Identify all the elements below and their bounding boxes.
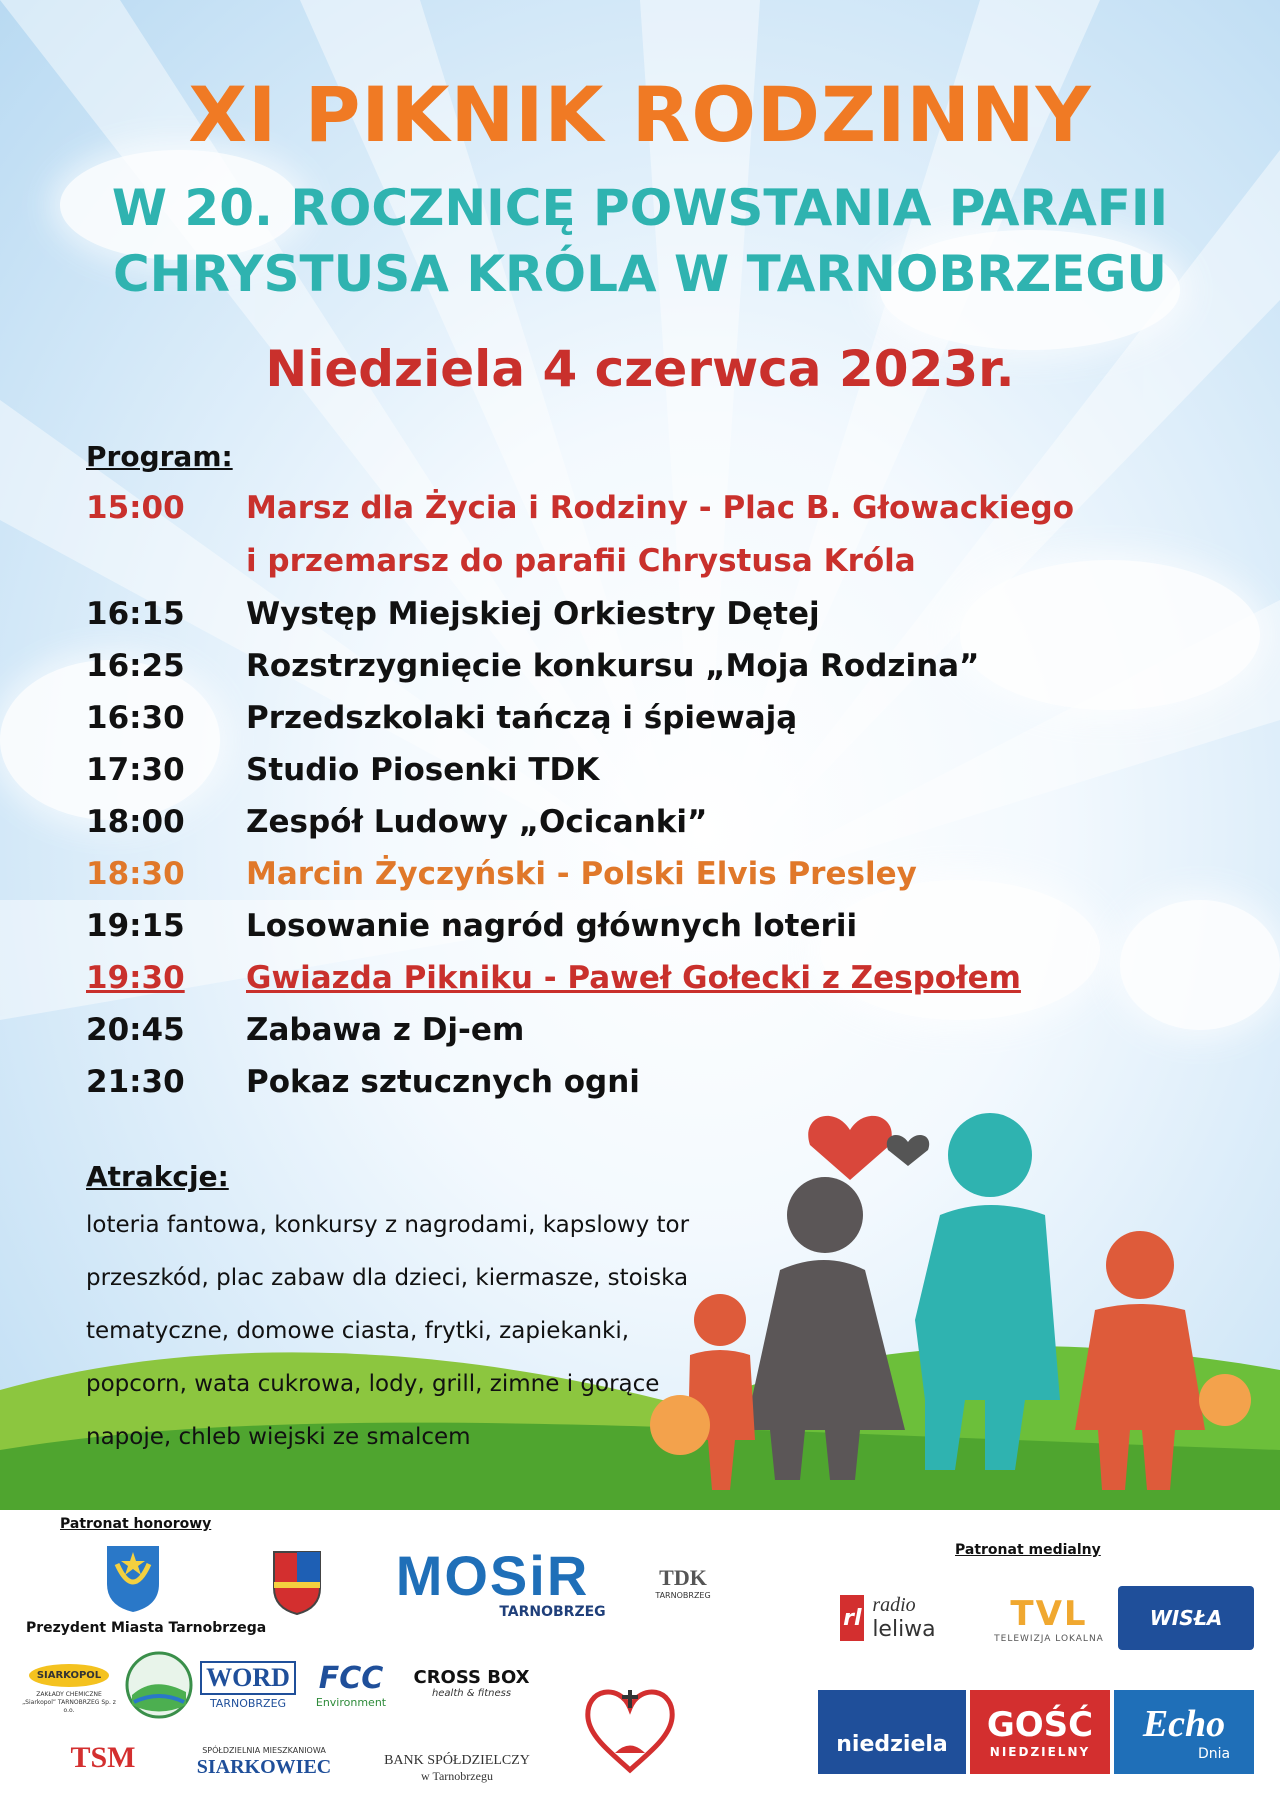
word-logo [198, 1652, 298, 1718]
program-event: Rozstrzygnięcie konkursu „Moja Rodzina” [246, 648, 980, 684]
subtitle-line: W 20. ROCZNICĘ POWSTANIA PARAFII [111, 179, 1169, 237]
gosc-text: GOŚĆ [986, 1705, 1094, 1745]
heart-icon [887, 1135, 929, 1166]
program-time: 17:30 [86, 752, 185, 788]
radio-leliwa-logo [818, 1590, 958, 1646]
attractions-line: popcorn, wata cukrowa, lody, grill, zimne i gorące [86, 1371, 660, 1397]
word-subtext: TARNOBRZEG [209, 1696, 287, 1710]
bank-text: BANK SPÓŁDZIELCZY [384, 1752, 530, 1768]
radio-leliwa-mark-icon: rl [840, 1595, 864, 1641]
program-time: 19:30 [86, 960, 185, 996]
gosc-subtext: NIEDZIELNY [989, 1745, 1091, 1759]
program-time: 20:45 [86, 1012, 185, 1048]
program-event: Zabawa z Dj-em [246, 1012, 525, 1048]
attractions-line: loteria fantowa, konkursy z nagrodami, kapslowy tor [86, 1212, 690, 1238]
tvl-text: TVL [1010, 1594, 1088, 1634]
program-time: 18:30 [86, 856, 185, 892]
niedziela-text: niedziela [836, 1731, 948, 1757]
radio-leliwa-text-group [872, 1594, 935, 1642]
media-patronage-label: Patronat medialny [955, 1542, 1101, 1558]
tsm-logo [28, 1728, 178, 1788]
echo-dnia-logo [1114, 1690, 1254, 1774]
fcc-text: FCC [318, 1661, 384, 1696]
siarkopol-logo [20, 1650, 118, 1728]
mosir-text: MOSiR [395, 1544, 590, 1607]
program-time: 15:00 [86, 490, 185, 526]
crossbox-text: CROSS BOX [413, 1667, 530, 1688]
county-shield-icon [272, 1550, 322, 1616]
tvl-subtext: TELEWIZJA LOKALNA [994, 1634, 1104, 1644]
gosc-niedzielny-logo [970, 1690, 1110, 1774]
heart-icon [808, 1116, 892, 1180]
charity-heart-icon [580, 1678, 680, 1778]
cloud [960, 560, 1260, 710]
event-subtitle [0, 175, 1280, 307]
bank-subtext: w Tarnobrzegu [421, 1768, 493, 1783]
honorary-patronage-label: Patronat honorowy [60, 1516, 212, 1532]
program-time: 16:25 [86, 648, 185, 684]
niedziela-logo [818, 1690, 966, 1774]
tvl-logo [985, 1588, 1113, 1650]
city-coat-of-arms-icon [105, 1544, 161, 1614]
program-event: Pokaz sztucznych ogni [246, 1064, 640, 1100]
mosir-logo [345, 1544, 640, 1620]
attractions-line: napoje, chleb wiejski ze smalcem [86, 1424, 471, 1450]
program-heading: Program: [86, 440, 233, 473]
tsm-text: TSM [70, 1741, 136, 1774]
tdk-subtext: TARNOBRZEG [655, 1591, 711, 1600]
program-event: Gwiazda Pikniku - Paweł Gołecki z Zespołem [246, 960, 1021, 996]
wisla-text: WISŁA [1149, 1606, 1223, 1630]
siarkopol-subtext: ZAKŁADY CHEMICZNE „Siarkopol” TARNOBRZEG Sp. z o.o. [22, 1690, 116, 1714]
family-illustration [650, 1070, 1260, 1510]
program-event: Losowanie nagród głównych loterii [246, 908, 858, 944]
program-time: 21:30 [86, 1064, 185, 1100]
program-time: 18:00 [86, 804, 185, 840]
program-event: Przedszkolaki tańczą i śpiewają [246, 700, 798, 736]
mayor-label: Prezydent Miasta Tarnobrzega [26, 1620, 267, 1636]
tv-wisla-logo [1118, 1586, 1254, 1650]
program-time: 16:30 [86, 700, 185, 736]
program-time: 16:15 [86, 596, 185, 632]
gmina-landscape-icon [124, 1650, 194, 1720]
echo-text: Echo [1142, 1703, 1226, 1745]
tdk-text: TDK [659, 1565, 707, 1590]
fcc-logo [306, 1655, 396, 1715]
event-date: Niedziela 4 czerwca 2023r. [265, 340, 1015, 398]
crossbox-subtext: health & fitness [431, 1688, 512, 1699]
program-event: Studio Piosenki TDK [246, 752, 600, 788]
attractions-heading: Atrakcje: [86, 1160, 229, 1193]
program-event: Występ Miejskiej Orkiestry Dętej [246, 596, 820, 632]
program-event: i przemarsz do parafii Chrystusa Króla [246, 543, 916, 579]
cloud [820, 880, 1100, 1020]
radio-subtext: leliwa [872, 1617, 936, 1642]
sponsors-footer [0, 1510, 1280, 1800]
program-event: Marcin Życzyński - Polski Elvis Presley [246, 856, 917, 892]
siarkowiec-text: SIARKOWIEC [196, 1755, 332, 1778]
attractions-line: przeszkód, plac zabaw dla dzieci, kiermasze, stoiska [86, 1265, 689, 1291]
attractions-line: tematyczne, domowe ciasta, frytki, zapiekanki, [86, 1318, 630, 1344]
fcc-subtext: Environment [315, 1696, 387, 1709]
siarkowiec-logo [184, 1732, 344, 1792]
event-title: XI PIKNIK RODZINNY [188, 70, 1092, 159]
program-time: 19:15 [86, 908, 185, 944]
word-text: WORD [200, 1661, 296, 1695]
siarkopol-text: SIARKOPOL [29, 1664, 109, 1687]
tdk-logo [648, 1550, 718, 1616]
siarkowiec-top-text: SPÓŁDZIELNIA MIESZKANIOWA [202, 1745, 326, 1755]
mosir-subtext: TARNOBRZEG [499, 1604, 606, 1620]
echo-subtext: Dnia [1197, 1746, 1231, 1762]
subtitle-line: CHRYSTUSA KRÓLA W TARNOBRZEGU [112, 245, 1168, 303]
crossbox-logo [404, 1658, 539, 1708]
program-event: Zespół Ludowy „Ocicanki” [246, 804, 708, 840]
radio-text: radio [872, 1594, 916, 1616]
cloud [0, 660, 220, 820]
bank-logo [352, 1746, 562, 1790]
program-event: Marsz dla Życia i Rodziny - Plac B. Głowackiego [246, 490, 1075, 526]
